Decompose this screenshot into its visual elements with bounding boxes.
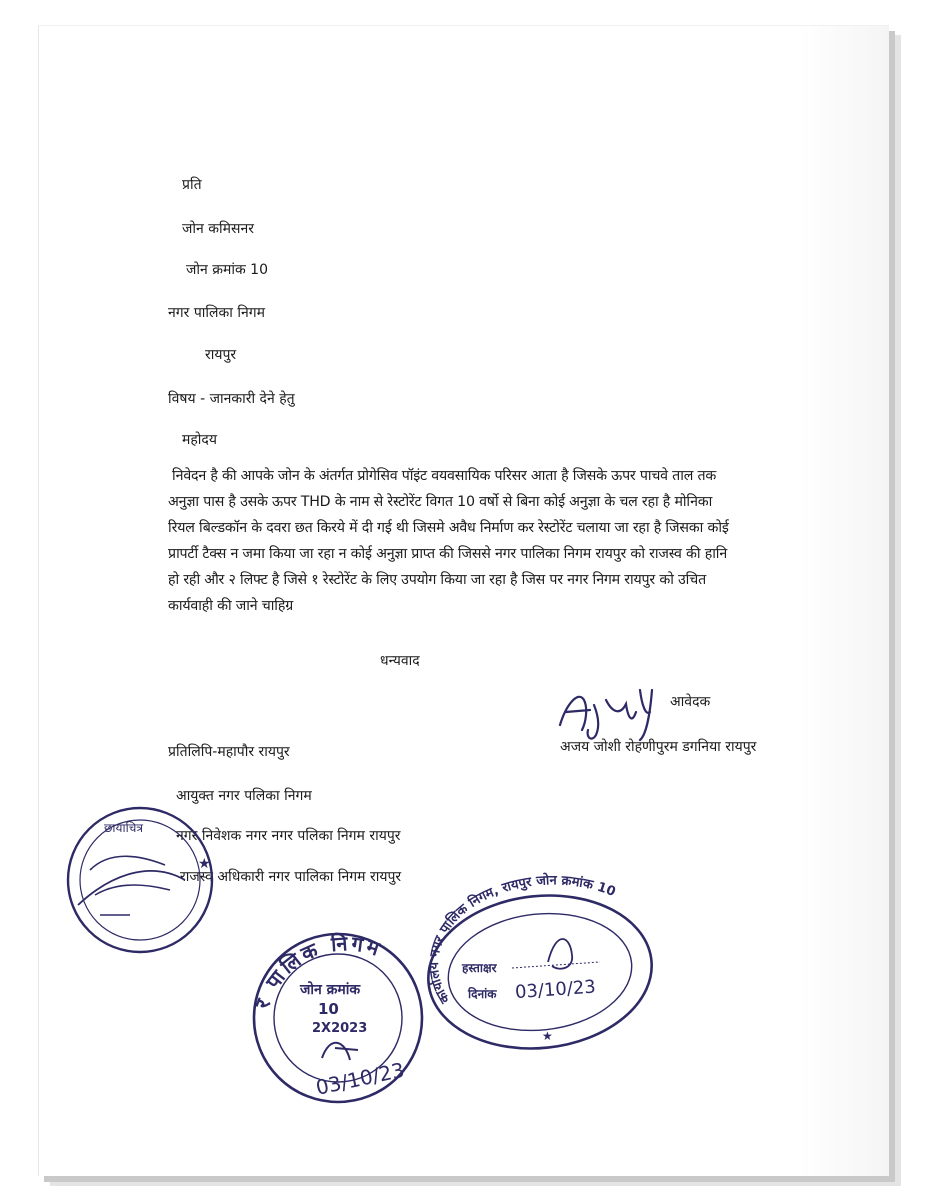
addressee-line-1: जोन कमिसनर bbox=[182, 221, 254, 237]
salutation-to: प्रति bbox=[182, 177, 202, 193]
copy-line-1: प्रतिलिपि-महापौर रायपुर bbox=[168, 744, 290, 760]
office-stamp-ring-text: कार्यालय नगर पालिक निगम, रायपुर जोन क्रमांक 10 bbox=[426, 873, 618, 1006]
zone-stamp-ring-text: र पालिक निगम bbox=[249, 930, 386, 1012]
office-stamp-label2: दिनांक bbox=[468, 987, 497, 1001]
body-line: रियल बिल्डकॉन के दवरा छत किरये में दी गई थी जिसमे अवैध निर्माण कर रेस्टोरेंट चलाया जा रहा है जिसका कोई bbox=[168, 520, 729, 536]
scan-shadow bbox=[799, 26, 889, 1176]
applicant-name: अजय जोशी रोहणीपुरम डगनिया रायपुर bbox=[560, 739, 757, 755]
addressee-line-3: नगर पालिका निगम bbox=[168, 305, 266, 321]
zone-stamp-line1: जोन क्रमांक bbox=[300, 982, 361, 998]
zone-stamp-line2: 10 bbox=[318, 1000, 339, 1018]
copy-line-3: नगर निवेशक नगर नगर पलिका निगम रायपुर bbox=[176, 828, 401, 844]
closing-thanks: धन्यवाद bbox=[380, 653, 420, 669]
body-line: प्रापर्टी टैक्स न जमा किया जा रहा न कोई अनुज्ञा प्राप्त की जिससे नगर पालिका निगम रायपुर को राजस्व की हानि bbox=[168, 546, 728, 562]
body-line: निवेदन है की आपके जोन के अंतर्गत प्रोगेसिव पॉइंट वयवसायिक परिसर आता है जिसके ऊपर पाचवे ताल तक bbox=[172, 468, 717, 484]
body-line: अनुज्ञा पास है उसके ऊपर THD के नाम से रेस्टोरेंट विगत 10 वर्षो से बिना कोई अनुज्ञा के चल रहा है मोनिका bbox=[168, 494, 713, 510]
office-stamp-label1: हस्ताक्षर bbox=[462, 961, 497, 975]
greeting: महोदय bbox=[182, 432, 217, 448]
star-icon: ★ bbox=[198, 856, 211, 872]
office-stamp-date: 03/10/23 bbox=[514, 976, 597, 1004]
applicant-label: आवेदक bbox=[670, 694, 711, 710]
letter-body bbox=[168, 463, 793, 619]
addressee-line-2: जोन क्रमांक 10 bbox=[186, 262, 269, 278]
addressee-line-4: रायपुर bbox=[205, 347, 237, 363]
left-stamp-text: छायाचित्र bbox=[104, 821, 143, 835]
body-line: हो रही और २ लिफ्ट है जिसे १ रेस्टोरेंट के लिए उपयोग किया जा रहा है जिस पर नगर निगम रायपुर को उचित bbox=[168, 572, 706, 588]
copy-line-4: राजस्व अधिकारी नगर पालिका निगम रायपुर bbox=[180, 869, 402, 885]
zone-stamp-line3: 2X2023 bbox=[312, 1021, 368, 1036]
subject-line: विषय - जानकारी देने हेतु bbox=[168, 391, 295, 407]
body-line: कार्यवाही की जाने चाहिग्र bbox=[168, 598, 294, 614]
zone-stamp-date: 03/10/23 bbox=[313, 1057, 407, 1100]
copy-line-2: आयुक्त नगर पलिका निगम bbox=[176, 788, 312, 804]
star-icon: ★ bbox=[542, 1029, 553, 1043]
